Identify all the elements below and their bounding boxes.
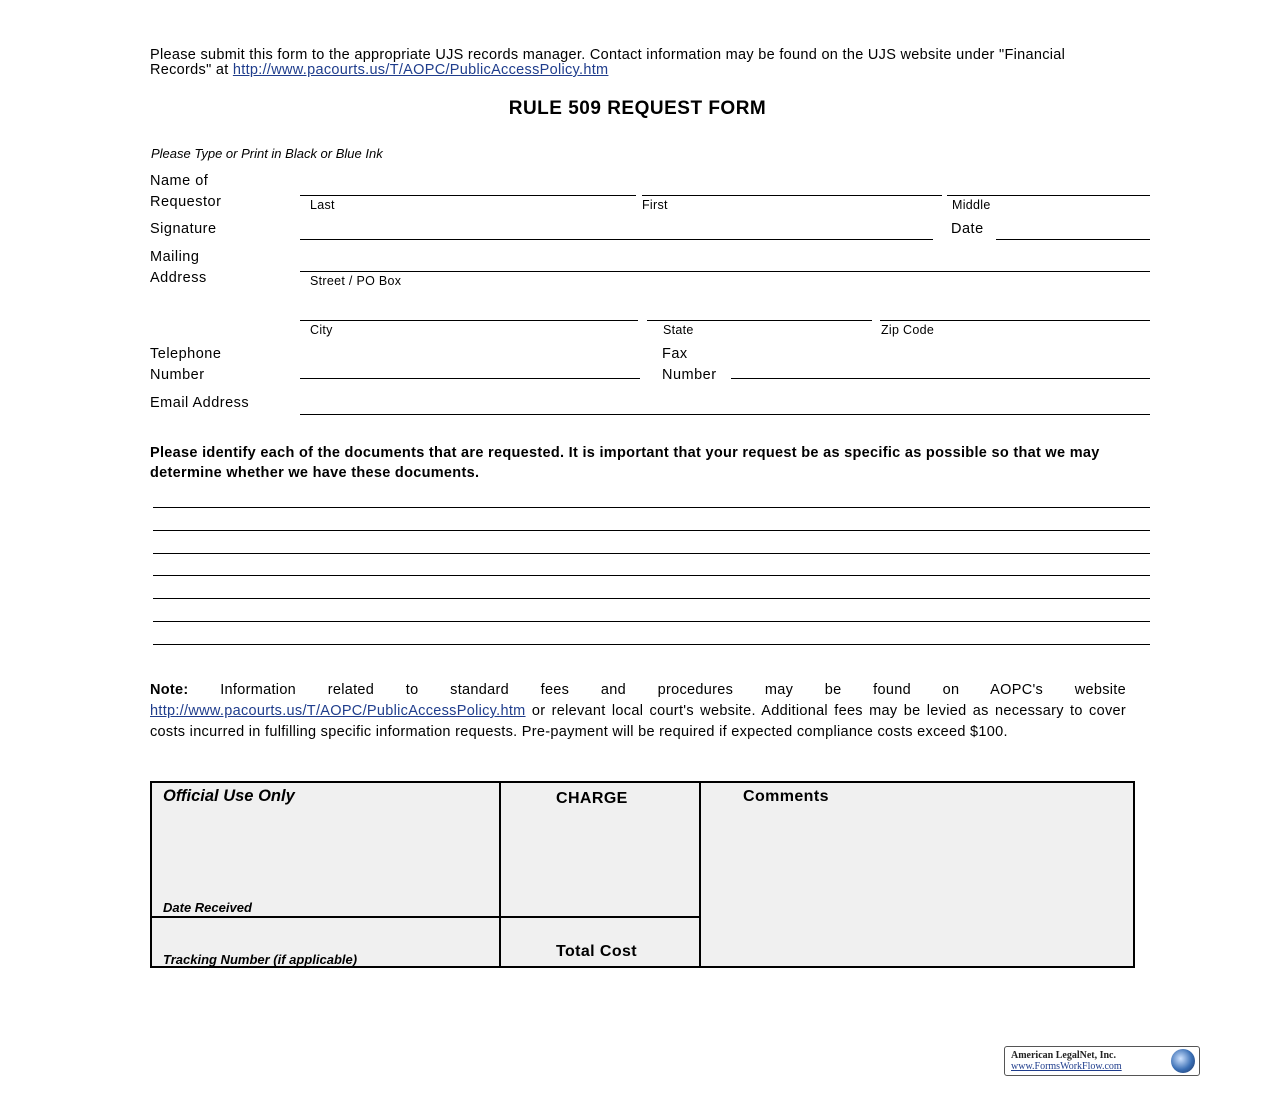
fax-label-line1: Fax [662,346,688,362]
fax-label-line2: Number [662,367,717,383]
city-field[interactable] [300,320,638,321]
note-label: Note: [150,682,189,698]
city-caption: City [310,323,333,337]
mailing-label-line1: Mailing [150,249,200,265]
email-field[interactable] [300,414,1150,415]
ink-instruction: Please Type or Print in Black or Blue Ink [151,146,383,161]
telephone-label-line2: Number [150,367,205,383]
document-line[interactable] [153,575,1150,576]
date-field[interactable] [996,239,1150,240]
zip-field[interactable] [880,320,1150,321]
document-line[interactable] [153,644,1150,645]
email-label: Email Address [150,395,250,411]
logo-url[interactable]: www.FormsWorkFlow.com [1011,1061,1122,1072]
note-text-1: Information related to standard fees and procedures may be found on AOPC's website [188,682,1126,698]
globe-icon [1171,1049,1195,1073]
document-line[interactable] [153,530,1150,531]
document-line[interactable] [153,598,1150,599]
note-policy-link[interactable]: http://www.pacourts.us/T/AOPC/PublicAccessPolicy.htm [150,703,526,719]
tracking-number-label: Tracking Number (if applicable) [163,952,358,967]
total-cost-label: Total Cost [556,943,638,960]
comments-cell [699,781,1135,968]
date-label: Date [951,221,984,237]
comments-heading: Comments [743,788,829,805]
mailing-label-line2: Address [150,270,207,286]
form-title: RULE 509 REQUEST FORM [508,98,767,119]
telephone-label-line1: Telephone [150,346,222,362]
last-caption: Last [310,198,335,212]
intro-body: Please submit this form to the appropriate UJS records manager. Contact information may be found on the UJS website under "Financial Records" at [150,47,1066,78]
zip-caption: Zip Code [881,323,935,337]
document-line[interactable] [153,621,1150,622]
name-label-line1: Name of [150,173,209,189]
last-name-field[interactable] [300,195,636,196]
state-caption: State [663,323,694,337]
intro-policy-link[interactable]: http://www.pacourts.us/T/AOPC/PublicAccessPolicy.htm [232,62,609,78]
charge-heading: CHARGE [556,790,628,807]
date-received-label: Date Received [163,900,252,915]
middle-name-field[interactable] [947,195,1150,196]
fees-note [150,680,1126,743]
intro-text [150,48,1125,78]
street-field[interactable] [300,271,1150,272]
documents-instruction: Please identify each of the documents that are requested. It is important that your request be as specific as possible so that we may determine whether we have these documents. [150,445,1100,481]
american-legalnet-logo[interactable] [1004,1046,1200,1076]
note-text-2: or relevant local court's website. Additional fees may be levied as necessary to cover costs incurred in fulfilling specific information requests. Pre-payment will be required if expected compliance costs exceed $100. [150,703,1126,740]
signature-field[interactable] [300,239,933,240]
document-line[interactable] [153,507,1150,508]
street-caption: Street / PO Box [310,274,402,288]
telephone-field[interactable] [300,378,640,379]
state-field[interactable] [647,320,872,321]
name-label-line2: Requestor [150,194,222,210]
fax-field[interactable] [731,378,1150,379]
signature-label: Signature [150,221,217,237]
official-use-heading: Official Use Only [163,787,295,805]
first-name-field[interactable] [642,195,942,196]
document-line[interactable] [153,553,1150,554]
middle-caption: Middle [952,198,991,212]
logo-name: American LegalNet, Inc. [1011,1050,1116,1061]
first-caption: First [642,198,668,212]
